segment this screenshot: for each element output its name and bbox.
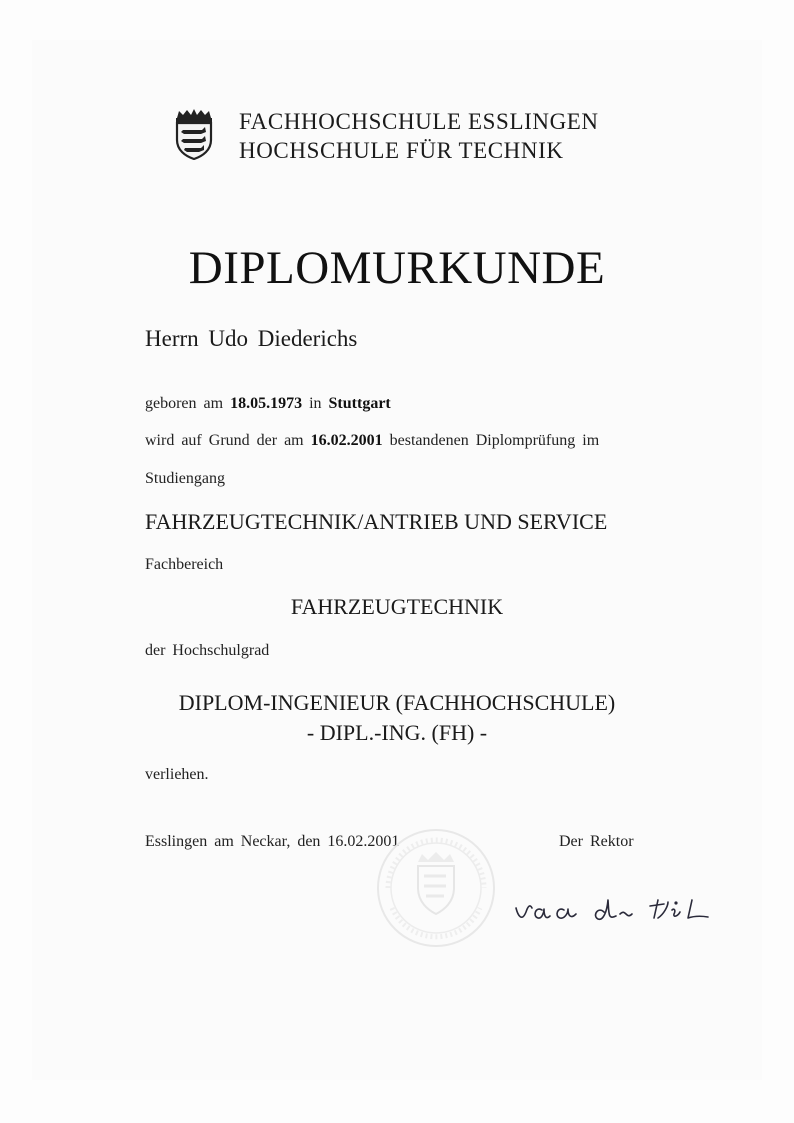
degree-label: der Hochschulgrad (145, 642, 270, 659)
birth-place-prefix: in (309, 395, 322, 412)
exam-suffix: bestandenen Diplomprüfung im (389, 432, 600, 449)
program-name: FAHRZEUGTECHNIK/ANTRIEB UND SERVICE (145, 509, 608, 534)
baden-wuerttemberg-crest-icon (171, 108, 217, 160)
document-title: DIPLOMURKUNDE (188, 242, 606, 294)
department-name: FAHRZEUGTECHNIK (290, 594, 504, 619)
institution-subtitle: HOCHSCHULE FÜR TECHNIK (239, 138, 564, 163)
department-label: Fachbereich (145, 556, 224, 573)
birth-prefix: geboren am (145, 395, 224, 412)
institution-name: FACHHOCHSCHULE ESSLINGEN (239, 109, 599, 134)
degree-name: DIPLOM-INGENIEUR (FACHHOCHSCHULE) (178, 690, 616, 715)
birth-line (145, 395, 391, 413)
closing-verb: verliehen. (145, 766, 209, 783)
birth-date: 18.05.1973 (230, 395, 303, 412)
recipient-name: Herrn Udo Diederichs (145, 326, 358, 351)
rector-signature-icon (508, 878, 730, 936)
place-and-date: Esslingen am Neckar, den 16.02.2001 (145, 833, 400, 850)
program-label: Studiengang (145, 470, 225, 487)
exam-line (145, 432, 599, 450)
signatory-title: Der Rektor (559, 833, 634, 850)
exam-prefix: wird auf Grund der am (145, 432, 304, 449)
embossed-seal-icon (374, 822, 498, 954)
exam-date: 16.02.2001 (310, 432, 383, 449)
degree-abbreviation: - DIPL.-ING. (FH) - (306, 720, 488, 745)
birth-place: Stuttgart (328, 395, 391, 412)
